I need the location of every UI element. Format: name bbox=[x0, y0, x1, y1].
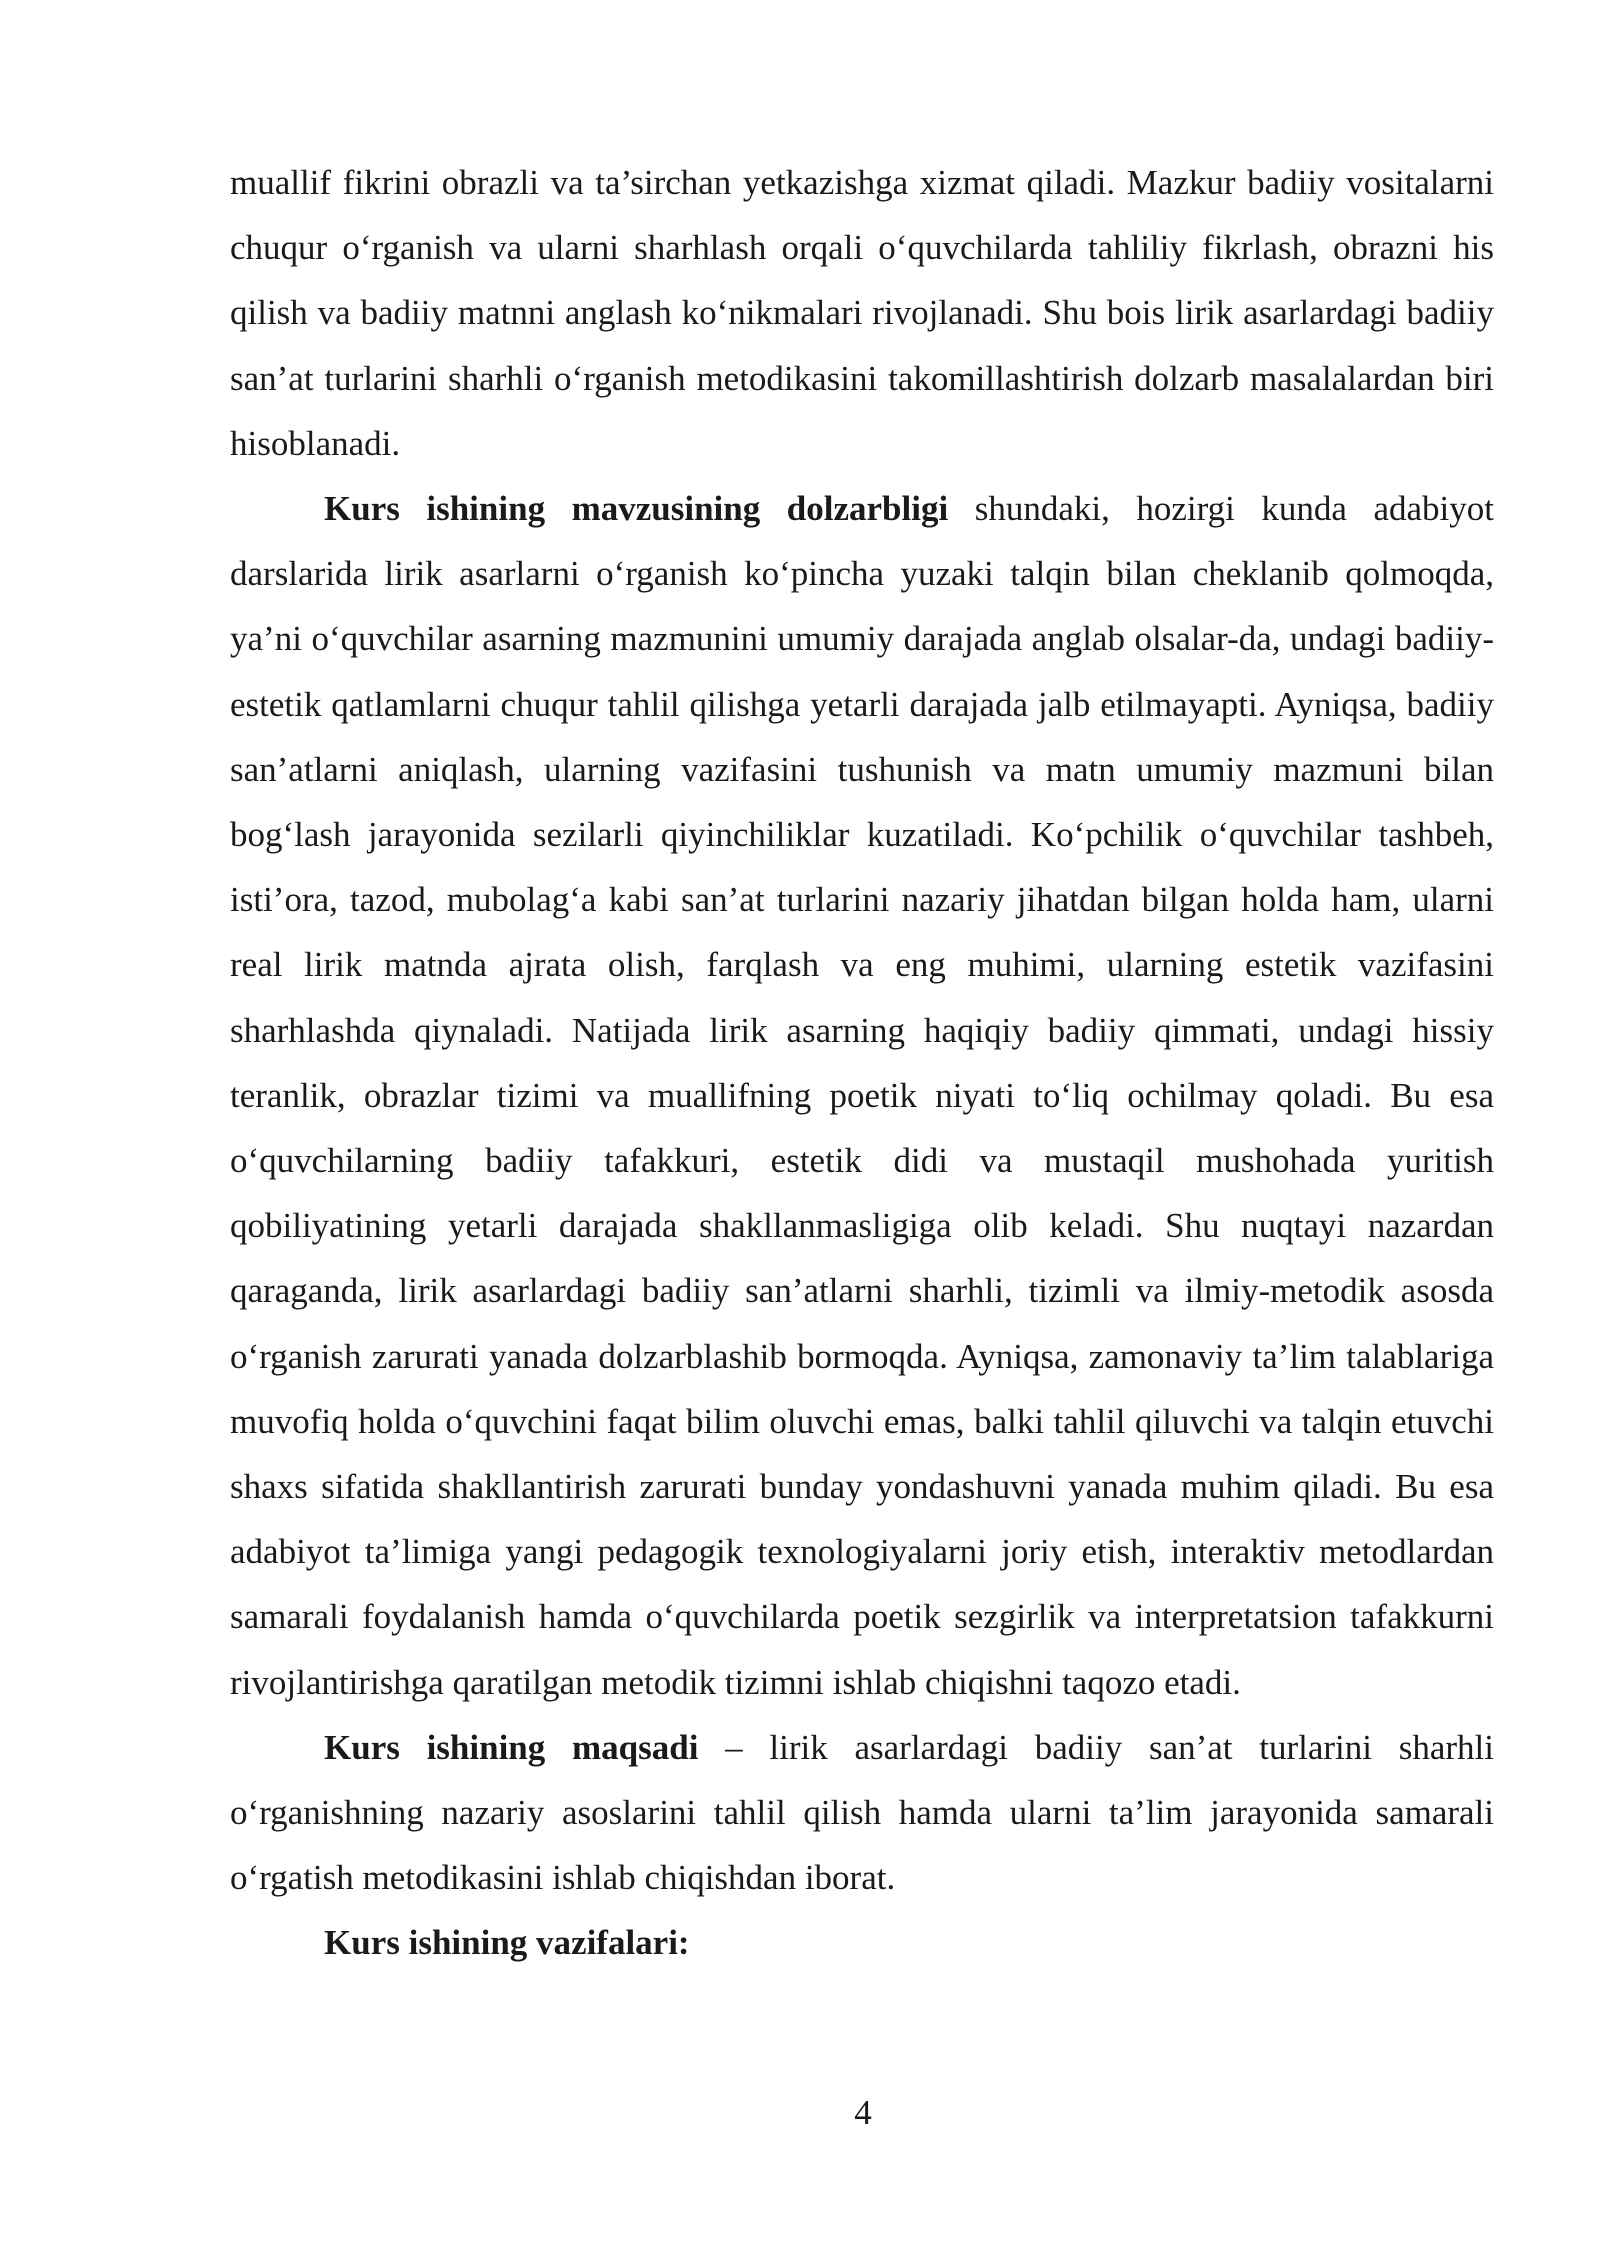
paragraph-text: – lirik asarlardagi badiiy san’at turlarini sharhli o‘rganishning nazariy asoslarini tahlil qilish hamda ularni ta’lim jarayonida samarali o‘rgatish metodikasini ishlab chiqishdan iborat. bbox=[230, 1727, 1494, 1898]
paragraph-lead-goal: Kurs ishining maqsadi bbox=[324, 1727, 699, 1767]
paragraph-intro-continuation bbox=[230, 150, 1494, 476]
paragraph-text: shundaki, hozirgi kunda adabiyot darslarida lirik asarlarni o‘rganish ko‘pincha yuzaki talqin bilan cheklanib qolmoqda, ya’ni o‘quvchilar asarning mazmunini umumiy darajada anglab olsalar-da, undagi badiiy-estetik qatlamlarni chuqur tahlil qilishga yetarli darajada jalb etilmayapti. Ayniqsa, badiiy san’atlarni aniqlash, ularning vazifasini tushunish va matn umumiy mazmuni bilan bog‘lash jarayonida sezilarli qiyinchiliklar kuzatiladi. Ko‘pchilik o‘quvchilar tashbeh, isti’ora, tazod, mubolag‘a kabi san’at turlarini nazariy jihatdan bilgan holda ham, ularni real lirik matnda ajrata olish, farqlash va eng muhimi, ularning estetik vazifasini sharhlashda qiynaladi. Natijada lirik asarning haqiqiy badiiy qimmati, undagi hissiy teranlik, obrazlar tizimi va muallifning poetik niyati to‘liq ochilmay qoladi. Bu esa o‘quvchilarning badiiy tafakkuri, estetik didi va mustaqil mushohada yuritish qobiliyatining yetarli darajada shakllanmasligiga olib keladi. Shu nuqtayi nazardan qaraganda, lirik asarlardagi badiiy san’atlarni sharhli, tizimli va ilmiy-metodik asosda o‘rganish zarurati yanada dolzarblashib bormoqda. Ayniqsa, zamonaviy ta’lim talablariga muvofiq holda o‘quvchini faqat bilim oluvchi emas, balki tahlil qiluvchi va talqin etuvchi shaxs sifatida shakllantirish zarurati bunday yondashuvni yanada muhim qiladi. Bu esa adabiyot ta’limiga yangi pedagogik texnologiyalarni joriy etish, interaktiv metodlardan samarali foydalanish hamda o‘quvchilarda poetik sezgirlik va interpretatsion tafakkurni rivojlantirishga qaratilgan metodik tizimni ishlab chiqishni taqozo etadi. bbox=[230, 489, 1494, 1702]
document-page bbox=[230, 150, 1494, 1976]
page-number: 4 bbox=[854, 2093, 872, 2132]
paragraph-goal bbox=[230, 1715, 1494, 1911]
paragraph-relevance bbox=[230, 476, 1494, 1715]
paragraph-text: muallif fikrini obrazli va ta’sirchan yetkazishga xizmat qiladi. Mazkur badiiy vositalarni chuqur o‘rganish va ularni sharhlash orqali o‘quvchilarda tahliliy fikrlash, obrazni his qilish va badiiy matnni anglash ko‘nikmalari rivojlanadi. Shu bois lirik asarlardagi badiiy san’at turlarini sharhli o‘rganish metodikasini takomillashtirish dolzarb masalalardan biri hisoblanadi. bbox=[230, 163, 1494, 463]
paragraph-lead-relevance: Kurs ishining mavzusining dolzarbligi bbox=[324, 489, 949, 529]
tasks-heading: Kurs ishining vazifalari: bbox=[324, 1923, 690, 1963]
